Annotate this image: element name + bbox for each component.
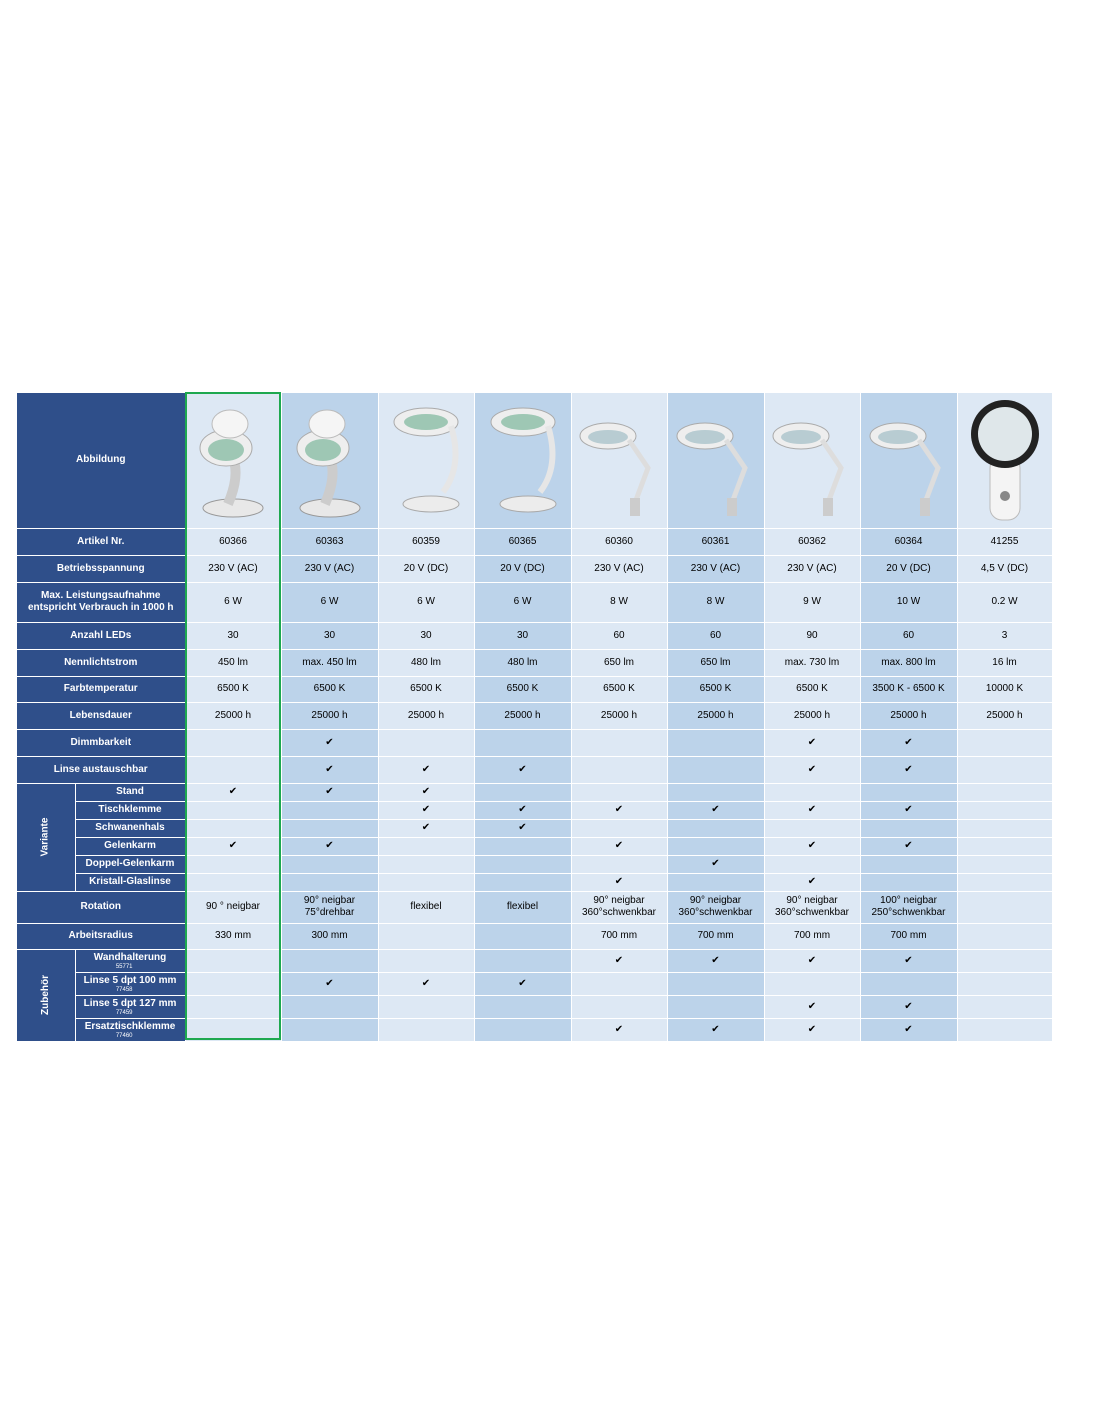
variante-group-label: Variante bbox=[17, 783, 75, 891]
anzahl-leds-cell: 60 bbox=[860, 622, 957, 649]
variante-check bbox=[957, 819, 1052, 837]
linse-austauschbar-check: ✔ bbox=[764, 756, 860, 783]
farbtemperatur-cell: 6500 K bbox=[764, 676, 860, 702]
lebensdauer-label: Lebensdauer bbox=[17, 702, 185, 729]
nennlichtstrom-cell: 480 lm bbox=[474, 649, 571, 676]
nennlichtstrom-cell: 450 lm bbox=[185, 649, 281, 676]
dimmbarkeit-check: ✔ bbox=[860, 729, 957, 756]
article-code: 77460 bbox=[115, 1032, 133, 1039]
variante-check bbox=[474, 855, 571, 873]
abbildung-label: Abbildung bbox=[17, 393, 185, 528]
zubehoer-check: ✔ bbox=[667, 949, 764, 972]
zubehoer-check bbox=[667, 972, 764, 995]
lebensdauer-cell: 25000 h bbox=[860, 702, 957, 729]
image-cell bbox=[571, 393, 667, 528]
betriebsspannung-cell: 230 V (AC) bbox=[571, 555, 667, 582]
lamp-image-4 bbox=[478, 396, 568, 524]
lamp-image-8 bbox=[864, 396, 954, 524]
variante-check bbox=[474, 783, 571, 801]
zubehoer-item-label: Linse 5 dpt 100 mm 77458 bbox=[75, 972, 185, 995]
rotation-cell bbox=[957, 891, 1052, 923]
zubehoer-item-label: Wandhalterung 55771 bbox=[75, 949, 185, 972]
artikel-cell: 60362 bbox=[764, 528, 860, 555]
variante-item-label: Tischklemme bbox=[75, 801, 185, 819]
zubehoer-check bbox=[281, 1018, 378, 1041]
arbeitsradius-cell: 330 mm bbox=[185, 923, 281, 949]
lebensdauer-cell: 25000 h bbox=[957, 702, 1052, 729]
image-cell bbox=[860, 393, 957, 528]
variante-check: ✔ bbox=[860, 801, 957, 819]
variante-item-label: Schwanenhals bbox=[75, 819, 185, 837]
zubehoer-item-label: Ersatztischklemme 77460 bbox=[75, 1018, 185, 1041]
artikel-cell: 60363 bbox=[281, 528, 378, 555]
zubehoer-check: ✔ bbox=[667, 1018, 764, 1041]
variante-check: ✔ bbox=[667, 855, 764, 873]
betriebsspannung-cell: 230 V (AC) bbox=[185, 555, 281, 582]
variante-check bbox=[860, 819, 957, 837]
nennlichtstrom-label: Nennlichtstrom bbox=[17, 649, 185, 676]
rotation-cell: flexibel bbox=[474, 891, 571, 923]
leistung-cell: 9 W bbox=[764, 582, 860, 622]
dimmbarkeit-check: ✔ bbox=[764, 729, 860, 756]
variante-check bbox=[185, 819, 281, 837]
variante-check: ✔ bbox=[571, 837, 667, 855]
nennlichtstrom-cell: max. 450 lm bbox=[281, 649, 378, 676]
zubehoer-check: ✔ bbox=[860, 995, 957, 1018]
lebensdauer-row bbox=[17, 702, 1052, 729]
image-cell bbox=[667, 393, 764, 528]
linse-austauschbar-row bbox=[17, 756, 1052, 783]
zubehoer-check: ✔ bbox=[764, 995, 860, 1018]
artikel-cell: 60366 bbox=[185, 528, 281, 555]
dimmbarkeit-check bbox=[474, 729, 571, 756]
anzahl-leds-cell: 60 bbox=[667, 622, 764, 649]
arbeitsradius-row bbox=[17, 923, 1052, 949]
variante-check bbox=[378, 855, 474, 873]
zubehoer-check bbox=[764, 972, 860, 995]
image-cell bbox=[474, 393, 571, 528]
lebensdauer-cell: 25000 h bbox=[378, 702, 474, 729]
zubehoer-check bbox=[185, 995, 281, 1018]
variante-item-label: Stand bbox=[75, 783, 185, 801]
zubehoer-check bbox=[185, 972, 281, 995]
arbeitsradius-cell bbox=[378, 923, 474, 949]
leistung-cell: 6 W bbox=[378, 582, 474, 622]
variante-check: ✔ bbox=[667, 801, 764, 819]
dimmbarkeit-label: Dimmbarkeit bbox=[17, 729, 185, 756]
rotation-row bbox=[17, 891, 1052, 923]
variante-item-label: Doppel-Gelenkarm bbox=[75, 855, 185, 873]
betriebsspannung-cell: 230 V (AC) bbox=[281, 555, 378, 582]
variante-check bbox=[667, 837, 764, 855]
rotation-cell: 90° neigbar 360°schwenkbar bbox=[667, 891, 764, 923]
zubehoer-check bbox=[378, 995, 474, 1018]
image-cell bbox=[957, 393, 1052, 528]
leistung-cell: 6 W bbox=[474, 582, 571, 622]
variante-check: ✔ bbox=[185, 837, 281, 855]
zubehoer-check bbox=[957, 972, 1052, 995]
farbtemperatur-cell: 6500 K bbox=[185, 676, 281, 702]
farbtemperatur-cell: 10000 K bbox=[957, 676, 1052, 702]
zubehoer-group-label: Zubehör bbox=[17, 949, 75, 1041]
linse-austauschbar-check bbox=[957, 756, 1052, 783]
variante-check bbox=[764, 855, 860, 873]
variante-check: ✔ bbox=[860, 837, 957, 855]
variante-check: ✔ bbox=[474, 801, 571, 819]
variante-check: ✔ bbox=[378, 819, 474, 837]
linse-austauschbar-check: ✔ bbox=[860, 756, 957, 783]
artikel-row bbox=[17, 528, 1052, 555]
variante-row bbox=[17, 855, 1052, 873]
image-cell bbox=[764, 393, 860, 528]
variante-row bbox=[17, 801, 1052, 819]
lebensdauer-cell: 25000 h bbox=[281, 702, 378, 729]
variante-check: ✔ bbox=[571, 801, 667, 819]
linse-austauschbar-check: ✔ bbox=[378, 756, 474, 783]
variante-check bbox=[667, 783, 764, 801]
artikel-cell: 60360 bbox=[571, 528, 667, 555]
image-cell bbox=[185, 393, 281, 528]
variante-check bbox=[860, 873, 957, 891]
dimmbarkeit-check bbox=[957, 729, 1052, 756]
zubehoer-check bbox=[378, 949, 474, 972]
zubehoer-check: ✔ bbox=[860, 949, 957, 972]
rotation-cell: flexibel bbox=[378, 891, 474, 923]
zubehoer-check: ✔ bbox=[764, 949, 860, 972]
variante-check bbox=[185, 855, 281, 873]
variante-check bbox=[571, 855, 667, 873]
leistung-label: Max. Leistungsaufnahme entspricht Verbrauch in 1000 h bbox=[17, 582, 185, 622]
artikel-cell: 41255 bbox=[957, 528, 1052, 555]
rotation-cell: 100° neigbar 250°schwenkbar bbox=[860, 891, 957, 923]
article-code: 55771 bbox=[115, 963, 133, 970]
dimmbarkeit-check bbox=[378, 729, 474, 756]
variante-check bbox=[474, 837, 571, 855]
zubehoer-row bbox=[17, 949, 1052, 972]
variante-check: ✔ bbox=[764, 837, 860, 855]
betriebsspannung-cell: 20 V (DC) bbox=[860, 555, 957, 582]
farbtemperatur-cell: 6500 K bbox=[667, 676, 764, 702]
zubehoer-check bbox=[378, 1018, 474, 1041]
artikel-cell: 60365 bbox=[474, 528, 571, 555]
variante-check bbox=[764, 783, 860, 801]
leistung-cell: 8 W bbox=[667, 582, 764, 622]
variante-check bbox=[957, 783, 1052, 801]
variante-check bbox=[957, 873, 1052, 891]
variante-check: ✔ bbox=[474, 819, 571, 837]
farbtemperatur-cell: 6500 K bbox=[474, 676, 571, 702]
variante-check bbox=[571, 783, 667, 801]
rotation-cell: 90° neigbar 360°schwenkbar bbox=[764, 891, 860, 923]
artikel-cell: 60364 bbox=[860, 528, 957, 555]
variante-check bbox=[860, 855, 957, 873]
anzahl-leds-row bbox=[17, 622, 1052, 649]
nennlichtstrom-cell: 650 lm bbox=[667, 649, 764, 676]
nennlichtstrom-cell: 480 lm bbox=[378, 649, 474, 676]
variante-check bbox=[957, 801, 1052, 819]
variante-check bbox=[281, 873, 378, 891]
rotation-cell: 90 ° neigbar bbox=[185, 891, 281, 923]
dimmbarkeit-check bbox=[667, 729, 764, 756]
arbeitsradius-cell: 700 mm bbox=[571, 923, 667, 949]
variante-check bbox=[667, 819, 764, 837]
nennlichtstrom-cell: max. 800 lm bbox=[860, 649, 957, 676]
betriebsspannung-label: Betriebsspannung bbox=[17, 555, 185, 582]
variante-check bbox=[378, 873, 474, 891]
betriebsspannung-cell: 230 V (AC) bbox=[667, 555, 764, 582]
nennlichtstrom-cell: 16 lm bbox=[957, 649, 1052, 676]
linse-austauschbar-label: Linse austauschbar bbox=[17, 756, 185, 783]
leistung-cell: 6 W bbox=[185, 582, 281, 622]
farbtemperatur-label: Farbtemperatur bbox=[17, 676, 185, 702]
leistung-cell: 10 W bbox=[860, 582, 957, 622]
variante-check bbox=[957, 837, 1052, 855]
variante-check: ✔ bbox=[378, 783, 474, 801]
variante-check bbox=[764, 819, 860, 837]
anzahl-leds-cell: 30 bbox=[185, 622, 281, 649]
betriebsspannung-cell: 20 V (DC) bbox=[378, 555, 474, 582]
variante-check bbox=[571, 819, 667, 837]
zubehoer-check bbox=[667, 995, 764, 1018]
zubehoer-check bbox=[474, 949, 571, 972]
zubehoer-check bbox=[571, 972, 667, 995]
artikel-cell: 60359 bbox=[378, 528, 474, 555]
lamp-image-6 bbox=[671, 396, 761, 524]
farbtemperatur-row bbox=[17, 676, 1052, 702]
lamp-image-9 bbox=[960, 396, 1050, 524]
variante-check: ✔ bbox=[571, 873, 667, 891]
rotation-label: Rotation bbox=[17, 891, 185, 923]
variante-item-label: Gelenkarm bbox=[75, 837, 185, 855]
zubehoer-check bbox=[185, 949, 281, 972]
artikel-label: Artikel Nr. bbox=[17, 528, 185, 555]
zubehoer-check: ✔ bbox=[860, 1018, 957, 1041]
zubehoer-check bbox=[860, 972, 957, 995]
anzahl-leds-cell: 30 bbox=[474, 622, 571, 649]
nennlichtstrom-cell: max. 730 lm bbox=[764, 649, 860, 676]
anzahl-leds-cell: 60 bbox=[571, 622, 667, 649]
leistung-cell: 6 W bbox=[281, 582, 378, 622]
zubehoer-check bbox=[571, 995, 667, 1018]
arbeitsradius-cell: 300 mm bbox=[281, 923, 378, 949]
image-row bbox=[17, 393, 1052, 528]
farbtemperatur-cell: 3500 K - 6500 K bbox=[860, 676, 957, 702]
farbtemperatur-cell: 6500 K bbox=[281, 676, 378, 702]
comparison-table bbox=[17, 393, 1053, 1042]
variante-check: ✔ bbox=[378, 801, 474, 819]
leistung-cell: 8 W bbox=[571, 582, 667, 622]
zubehoer-row bbox=[17, 1018, 1052, 1041]
variante-check: ✔ bbox=[281, 837, 378, 855]
artikel-cell: 60361 bbox=[667, 528, 764, 555]
variante-check bbox=[474, 873, 571, 891]
arbeitsradius-cell: 700 mm bbox=[860, 923, 957, 949]
arbeitsradius-cell bbox=[957, 923, 1052, 949]
lebensdauer-cell: 25000 h bbox=[474, 702, 571, 729]
arbeitsradius-label: Arbeitsradius bbox=[17, 923, 185, 949]
zubehoer-check: ✔ bbox=[378, 972, 474, 995]
leistung-row bbox=[17, 582, 1052, 622]
variante-check: ✔ bbox=[185, 783, 281, 801]
zubehoer-check: ✔ bbox=[474, 972, 571, 995]
lebensdauer-cell: 25000 h bbox=[667, 702, 764, 729]
arbeitsradius-cell bbox=[474, 923, 571, 949]
betriebsspannung-row bbox=[17, 555, 1052, 582]
arbeitsradius-cell: 700 mm bbox=[667, 923, 764, 949]
zubehoer-check bbox=[474, 995, 571, 1018]
zubehoer-check: ✔ bbox=[571, 949, 667, 972]
betriebsspannung-cell: 230 V (AC) bbox=[764, 555, 860, 582]
variante-check bbox=[281, 855, 378, 873]
linse-austauschbar-check bbox=[571, 756, 667, 783]
zubehoer-check bbox=[957, 1018, 1052, 1041]
lamp-image-2 bbox=[285, 396, 375, 524]
lamp-image-7 bbox=[767, 396, 857, 524]
variante-item-label: Kristall-Glaslinse bbox=[75, 873, 185, 891]
leistung-cell: 0.2 W bbox=[957, 582, 1052, 622]
zubehoer-check bbox=[957, 995, 1052, 1018]
variante-check: ✔ bbox=[764, 873, 860, 891]
nennlichtstrom-cell: 650 lm bbox=[571, 649, 667, 676]
farbtemperatur-cell: 6500 K bbox=[378, 676, 474, 702]
anzahl-leds-cell: 3 bbox=[957, 622, 1052, 649]
betriebsspannung-cell: 20 V (DC) bbox=[474, 555, 571, 582]
anzahl-leds-cell: 90 bbox=[764, 622, 860, 649]
farbtemperatur-cell: 6500 K bbox=[571, 676, 667, 702]
variante-row bbox=[17, 837, 1052, 855]
rotation-cell: 90° neigbar 75°drehbar bbox=[281, 891, 378, 923]
zubehoer-check: ✔ bbox=[281, 972, 378, 995]
linse-austauschbar-check: ✔ bbox=[474, 756, 571, 783]
variante-check: ✔ bbox=[764, 801, 860, 819]
nennlichtstrom-row bbox=[17, 649, 1052, 676]
linse-austauschbar-check bbox=[667, 756, 764, 783]
zubehoer-check bbox=[281, 949, 378, 972]
rotation-cell: 90° neigbar 360°schwenkbar bbox=[571, 891, 667, 923]
zubehoer-row bbox=[17, 972, 1052, 995]
dimmbarkeit-check: ✔ bbox=[281, 729, 378, 756]
lamp-image-3 bbox=[381, 396, 471, 524]
zubehoer-check: ✔ bbox=[571, 1018, 667, 1041]
dimmbarkeit-check bbox=[571, 729, 667, 756]
variante-row bbox=[17, 819, 1052, 837]
betriebsspannung-cell: 4,5 V (DC) bbox=[957, 555, 1052, 582]
arbeitsradius-cell: 700 mm bbox=[764, 923, 860, 949]
image-cell bbox=[281, 393, 378, 528]
image-cell bbox=[378, 393, 474, 528]
zubehoer-check bbox=[957, 949, 1052, 972]
linse-austauschbar-check bbox=[185, 756, 281, 783]
anzahl-leds-label: Anzahl LEDs bbox=[17, 622, 185, 649]
article-code: 77458 bbox=[115, 986, 133, 993]
variante-check bbox=[185, 873, 281, 891]
lebensdauer-cell: 25000 h bbox=[185, 702, 281, 729]
variante-row bbox=[17, 783, 1052, 801]
anzahl-leds-cell: 30 bbox=[378, 622, 474, 649]
dimmbarkeit-check bbox=[185, 729, 281, 756]
dimmbarkeit-row bbox=[17, 729, 1052, 756]
zubehoer-check bbox=[185, 1018, 281, 1041]
variante-check bbox=[860, 783, 957, 801]
anzahl-leds-cell: 30 bbox=[281, 622, 378, 649]
lamp-image-5 bbox=[574, 396, 664, 524]
variante-check bbox=[667, 873, 764, 891]
variante-check bbox=[378, 837, 474, 855]
variante-check bbox=[281, 819, 378, 837]
zubehoer-item-label: Linse 5 dpt 127 mm 77459 bbox=[75, 995, 185, 1018]
lebensdauer-cell: 25000 h bbox=[764, 702, 860, 729]
zubehoer-check bbox=[281, 995, 378, 1018]
zubehoer-row bbox=[17, 995, 1052, 1018]
variante-check bbox=[185, 801, 281, 819]
article-code: 77459 bbox=[115, 1009, 133, 1016]
variante-check bbox=[281, 801, 378, 819]
lebensdauer-cell: 25000 h bbox=[571, 702, 667, 729]
linse-austauschbar-check: ✔ bbox=[281, 756, 378, 783]
zubehoer-check: ✔ bbox=[764, 1018, 860, 1041]
variante-check: ✔ bbox=[281, 783, 378, 801]
variante-check bbox=[957, 855, 1052, 873]
lamp-image-1 bbox=[188, 396, 278, 524]
variante-row bbox=[17, 873, 1052, 891]
zubehoer-check bbox=[474, 1018, 571, 1041]
